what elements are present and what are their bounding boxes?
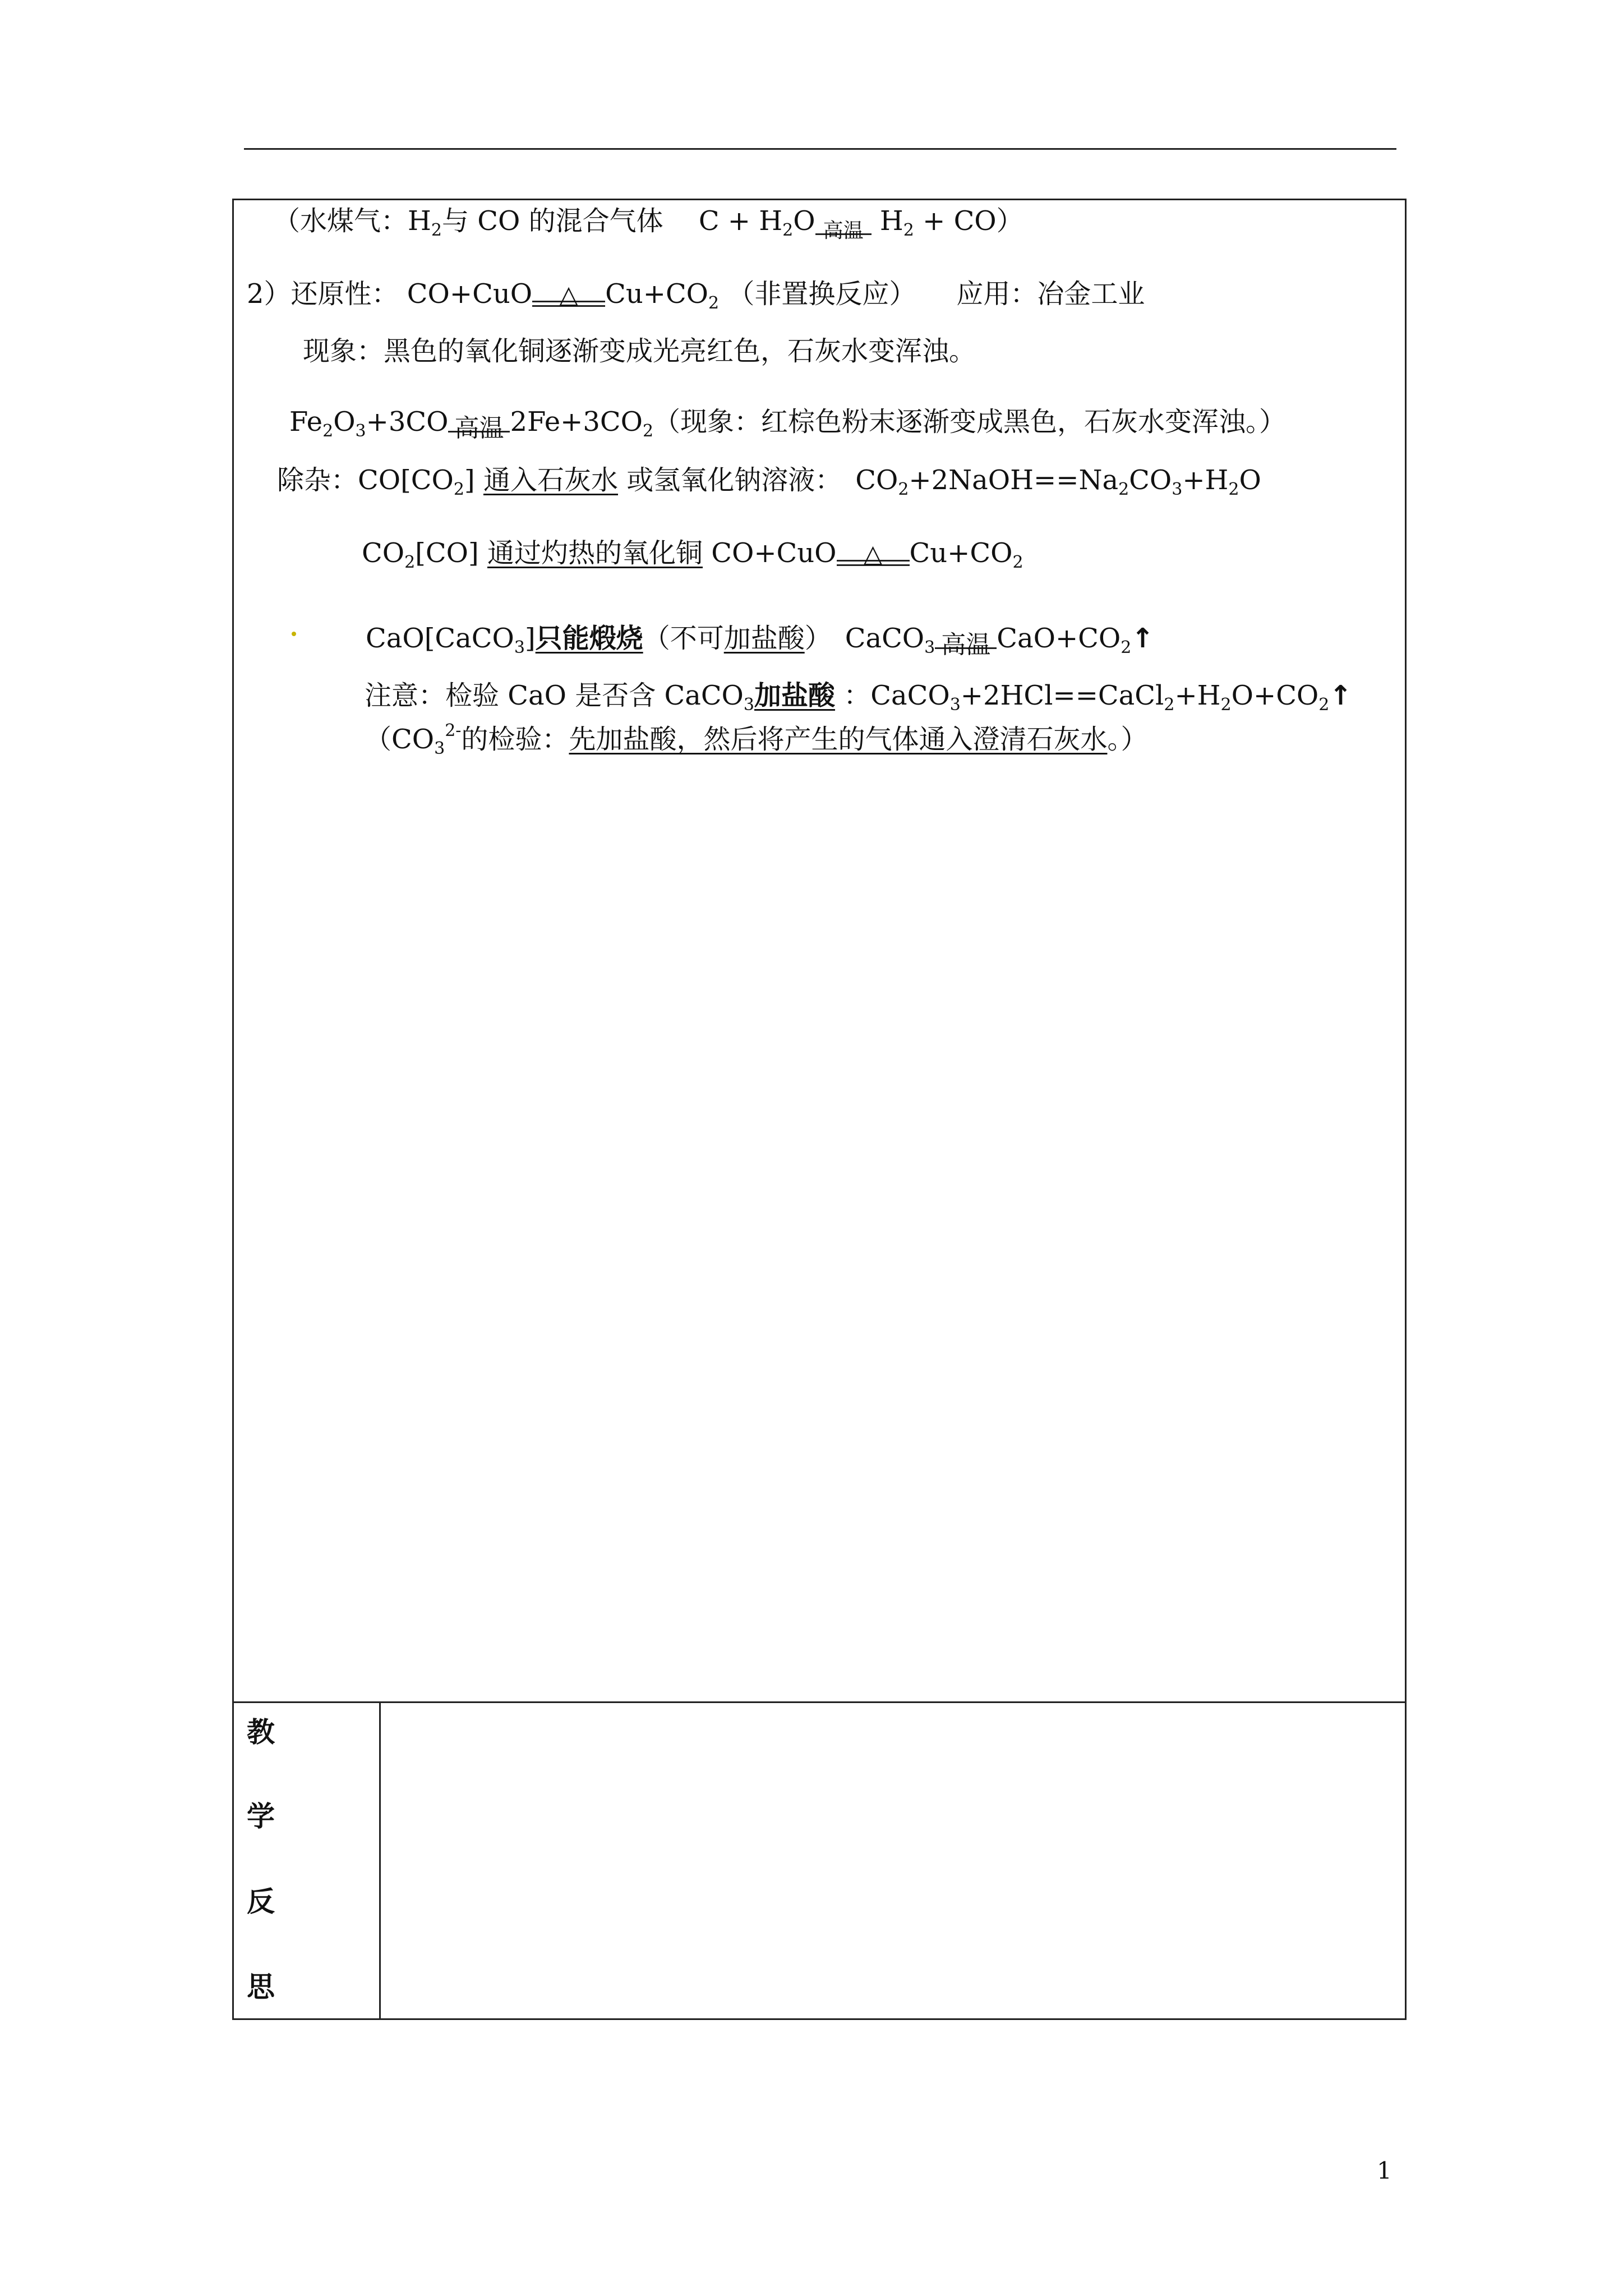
impurity-removal-cao-line: CaO[CaCO$_3$]只能煅烧（不可加盐酸） CaCO$_3$ 高温 $CaO+CO_2↑$ [366,623,1154,659]
reflection-label-char: 学 [247,1800,275,1833]
header-rule [244,148,1396,150]
impurity-removal-co2-line: $CO_2[CO]$ 通过灼热的氧化铜 CO+CuO △ $Cu+CO_2$ [362,537,1023,572]
reducibility-line: 2）还原性： CO+CuO △ $Cu+CO_2$ （非置换反应） 应用：冶金工业 [247,278,1145,313]
note-line: 注意：检验 CaO 是否含 CaCO$_3$加盐酸 ：$CaCO_3+2HCl==CaCl_2+H_2O+CO_2↑$ [365,680,1352,715]
impurity-removal-co-line: 除杂：$CO[CO_2]$ 通入石灰水 或氢氧化钠溶液： $CO_2+2NaOH==Na_2CO_3+H_2O$ [277,464,1261,499]
up-arrow-icon: ↑ [1131,623,1154,654]
phenomenon-line: 现象：黑色的氧化铜逐渐变成光亮红色，石灰水变浑浊。 [303,335,976,367]
reflection-label-char: 思 [247,1970,275,2003]
page-number: 1 [1377,2157,1392,2184]
iron-oxide-reduction-line: $Fe_2O_3+3CO$ 高温 $2Fe+3CO_2$（现象：红棕色粉末逐渐变成黑色，石灰水变浑浊。） [289,406,1287,443]
carbonate-test-line: （$CO_3^{2-}$的检验：先加盐酸，然后将产生的气体通入澄清石灰水。） [365,721,1148,758]
up-arrow-icon: ↑ [1329,680,1352,711]
table-divider-horizontal [232,1701,1407,1703]
water-gas-line: （水煤气：$H_2$与 CO 的混合气体 $C + H_2O$ 高温 $H_2 + CO$） [273,205,1023,242]
reflection-label-char: 教 [247,1715,275,1749]
table-divider-vertical [379,1701,381,2020]
reflection-label-char: 反 [247,1885,275,1918]
bullet-dot [292,632,296,636]
